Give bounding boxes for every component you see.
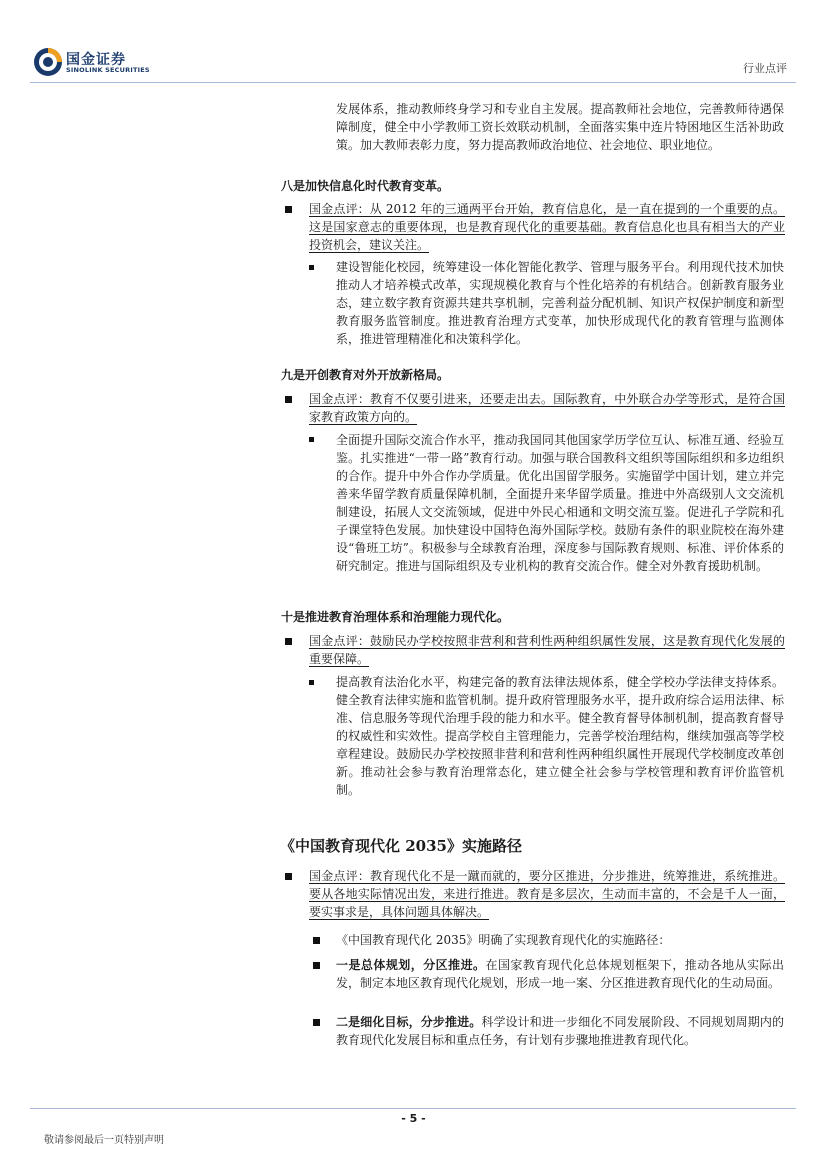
path-item-1-title: 一是总体规划，分区推进。 bbox=[336, 958, 486, 972]
bullet-square-icon bbox=[309, 680, 314, 685]
path-item-1 bbox=[336, 956, 784, 992]
section-title-implementation-path: 《中国教育现代化 2035》实施路径 bbox=[280, 837, 522, 855]
detail-point-9: 全面提升国际交流合作水平，推动我国同其他国家学历学位互认、标准互通、经验互鉴。扎实推进“一带一路”教育行动。加强与联合国教科文组织等国际组织和多边组织的合作。提升中外合作办学质量。优化出国留学服务。实施留学中国计划，建立并完善来华留学教育质量保障机制，全面提升来华留学质量。推进中外高级别人文交流机制建设，拓展人文交流领域，促进中外民心相通和文明交流互鉴。促进孔子学院和孔子课堂特色发展。加快建设中国特色海外国际学校。鼓励有条件的职业院校在海外建设“鲁班工坊”。积极参与全球教育治理，深度参与国际教育规则、标准、评价体系的研究制定。推进与国际组织及专业机构的教育交流合作。健全对外教育援助机制。 bbox=[336, 433, 784, 573]
path-intro: 《中国教育现代化 2035》明确了实现教育现代化的实施路径： bbox=[336, 933, 671, 947]
page-number: - 5 - bbox=[401, 1112, 426, 1125]
report-type-label: 行业点评 bbox=[743, 62, 787, 75]
bullet-square-icon bbox=[313, 962, 320, 969]
paragraph-teachers-continued: 发展体系，推动教师终身学习和专业自主发展。提高教师社会地位，完善教师待遇保障制度，健全中小学教师工资长效联动机制，全面落实集中连片特困地区生活补助政策。加大教师表彰力度，努力提高教师政治地位、社会地位、职业地位。 bbox=[336, 102, 784, 152]
comment-point-10: 国金点评：鼓励民办学校按照非营利和营利性两种组织属性发展，这是教育现代化发展的重要保障。 bbox=[309, 634, 785, 666]
sinolink-logo-icon bbox=[33, 47, 63, 77]
page-header bbox=[0, 0, 827, 88]
path-item-2 bbox=[336, 1013, 784, 1049]
bullet-square-icon bbox=[309, 437, 314, 442]
heading-point-10: 十是推进教育治理体系和治理能力现代化。 bbox=[281, 610, 510, 624]
footer-disclaimer: 敬请参阅最后一页特别声明 bbox=[44, 1135, 164, 1146]
comment-point-8: 国金点评：从 2012 年的三通两平台开始，教育信息化，是一直在提到的一个重要的点。这是国家意志的重要体现，也是教育现代化的重要基础。教育信息化也具有相当大的产业投资机会，建议关注。 bbox=[309, 202, 785, 252]
path-item-2-text: 科学设计和进一步细化不同发展阶段、不同规划周期内的教育现代化发展目标和重点任务，有计划有步骤地推进教育现代化。 bbox=[336, 1015, 784, 1047]
bullet-square-icon bbox=[285, 873, 292, 880]
logo-english-name: SINOLINK SECURITIES bbox=[66, 66, 150, 74]
comment-point-9: 国金点评：教育不仅要引进来，还要走出去。国际教育，中外联合办学等形式，是符合国家教育政策方向的。 bbox=[309, 392, 785, 424]
heading-point-9: 九是开创教育对外开放新格局。 bbox=[281, 368, 450, 382]
detail-point-10: 提高教育法治化水平，构建完备的教育法律法规体系，健全学校办学法律支持体系。健全教育法律实施和监管机制。提升政府管理服务水平，提升政府综合运用法律、标准、信息服务等现代治理手段的能力和水平。健全教育督导体制机制，提高教育督导的权威性和实效性。提高学校自主管理能力，完善学校治理结构，继续加强高等学校章程建设。鼓励民办学校按照非营利和营利性两种组织属性开展现代学校制度改革创新。推动社会参与教育治理常态化，建立健全社会参与学校管理和教育评价监管机制。 bbox=[336, 675, 784, 797]
heading-point-8: 八是加快信息化时代教育变革。 bbox=[281, 179, 450, 193]
path-item-2-title: 二是细化目标，分步推进。 bbox=[336, 1015, 482, 1029]
footer-divider bbox=[30, 1108, 796, 1109]
detail-point-8: 建设智能化校园，统筹建设一体化智能化教学、管理与服务平台。利用现代技术加快推动人才培养模式改革，实现规模化教育与个性化培养的有机结合。创新教育服务业态，建立数字教育资源共建共享机制，完善利益分配机制、知识产权保护制度和新型教育服务监管制度。推进教育治理方式变革，加快形成现代化的教育管理与监测体系，推进管理精准化和决策科学化。 bbox=[336, 260, 784, 346]
bullet-square-icon bbox=[285, 396, 292, 403]
path-item-1-text: 在国家教育现代化总体规划框架下，推动各地从实际出发，制定本地区教育现代化规划，形成一地一案、分区推进教育现代化的生动局面。 bbox=[336, 958, 784, 990]
bullet-square-icon bbox=[285, 638, 292, 645]
bullet-square-icon bbox=[313, 937, 320, 944]
bullet-square-icon bbox=[285, 206, 292, 213]
comment-implementation-path: 国金点评：教育现代化不是一蹴而就的，要分区推进，分步推进，统筹推进，系统推进。要从各地实际情况出发，来进行推进。教育是多层次，生动而丰富的，不会是千人一面，要实事求是，具体问题具体解决。 bbox=[309, 869, 785, 919]
logo-chinese-name: 国金证券 bbox=[66, 52, 126, 68]
bullet-square-icon bbox=[309, 265, 314, 270]
bullet-square-icon bbox=[313, 1019, 320, 1026]
header-divider bbox=[30, 82, 796, 83]
